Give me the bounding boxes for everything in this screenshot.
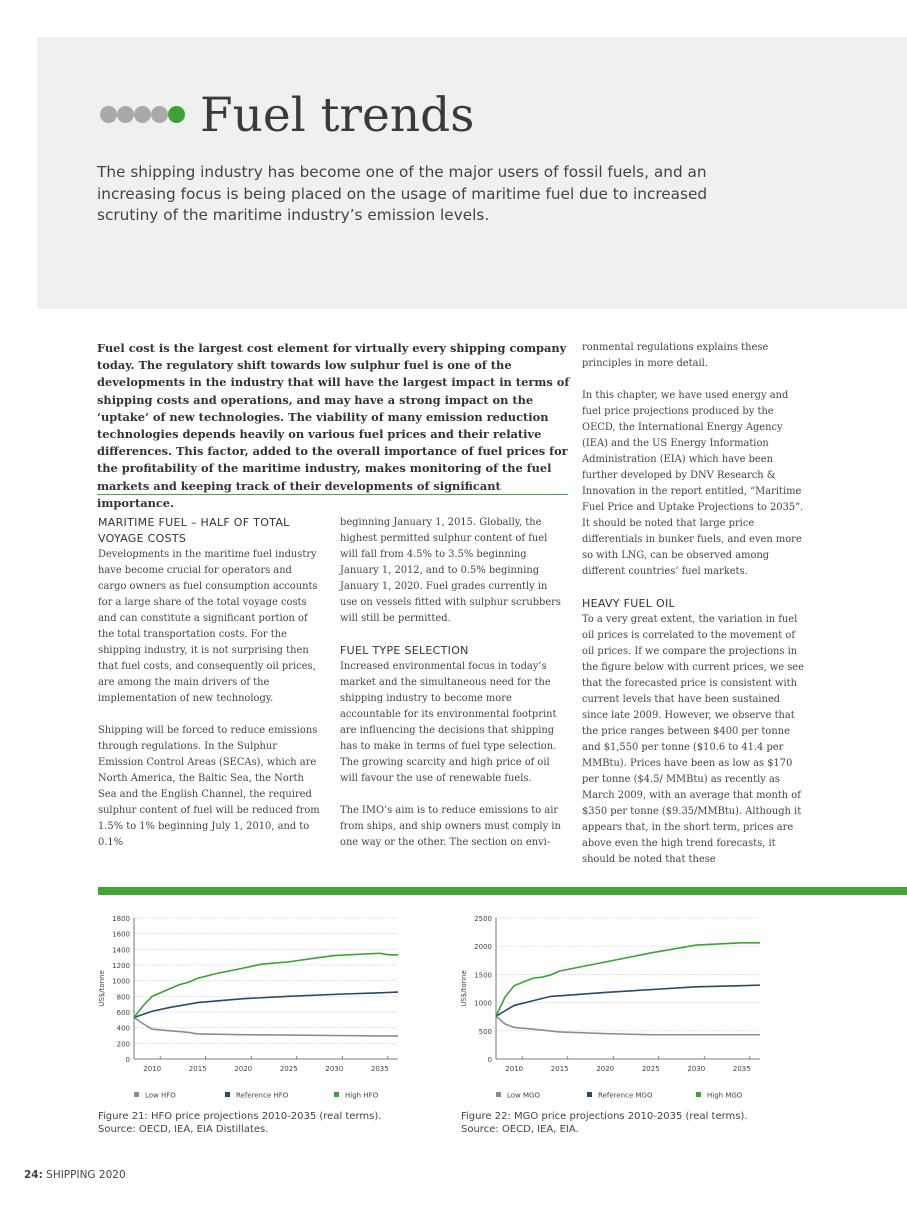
page-title: Fuel trends (200, 88, 475, 143)
legend-label: Low HFO (145, 1091, 176, 1100)
paragraph: To a very great extent, the variation in fuel oil prices is correlated to the movement of oil prices. If we compare the projections in the figure below with current prices, we see that the forecasted price is consistent with current levels that have been sustained since late 2009. However, we observe that the price ranges between $400 per tonne and $1,550 per tonne ($10.6 to 41.4 per MMBtu). Prices have been as low as $170 per tonne ($4.5/ MMBtu) as recently as March 2009, with an average that month of $350 per tonne ($9.35/MMBtu). Although it appears that, in the short term, prices are above even the high trend forecasts, it should be noted that these (582, 614, 804, 865)
y-tick-label: 1500 (474, 971, 492, 980)
x-tick-label: 2030 (325, 1065, 344, 1073)
section-heading: FUEL TYPE SELECTION (340, 644, 469, 657)
legend-label: Reference MGO (598, 1091, 653, 1100)
x-tick-label: 2010 (505, 1065, 524, 1073)
legend-swatch (334, 1092, 339, 1097)
legend-label: Low MGO (507, 1091, 540, 1100)
y-tick-label: 0 (487, 1056, 492, 1064)
section-bar (98, 887, 907, 895)
x-tick-label: 2015 (188, 1065, 207, 1073)
series-line-reference-mgo (496, 985, 760, 1016)
dot-icon (117, 106, 134, 123)
paragraph: ronmental regulations explains these principles in more detail. (582, 342, 769, 369)
y-tick-label: 2000 (474, 943, 492, 952)
figure-22-caption (461, 1110, 791, 1136)
paragraph: beginning January 1, 2015. Globally, the highest permitted sulphur content of fuel will fall from 4.5% to 3.5% beginning January 1, 2012, and to 0.5% beginning January 1, 2020. Fuel grades currently in use on vessels fitted with sulphur scrubbers will still be permitted. (340, 517, 561, 624)
y-tick-label: 400 (116, 1024, 130, 1033)
series-line-reference-hfo (134, 992, 398, 1017)
caption-line: Source: OECD, IEA, EIA Distillates. (98, 1124, 269, 1135)
y-axis-label: US$/tonne (98, 970, 106, 1007)
y-tick-label: 800 (116, 993, 130, 1002)
legend-label: High HFO (345, 1091, 379, 1100)
x-tick-label: 2030 (687, 1065, 706, 1073)
y-tick-label: 600 (116, 1009, 130, 1017)
y-tick-label: 200 (116, 1040, 130, 1049)
y-tick-label: 0 (125, 1056, 130, 1064)
paragraph: Shipping will be forced to reduce emissions through regulations. In the Sulphur Emission Control Areas (SECAs), which are North America, the Baltic Sea, the North Sea and the English Channel, the required sulphur content of fuel will be reduced from 1.5% to 1% beginning July 1, 2010, and to 0.1% (98, 725, 320, 848)
section-heading: HEAVY FUEL OIL (582, 597, 675, 610)
x-tick-label: 2035 (370, 1065, 389, 1073)
legend-label: Reference HFO (236, 1091, 289, 1100)
legend-swatch (134, 1092, 139, 1097)
dot-icon (100, 106, 117, 123)
caption-line: Figure 22: MGO price projections 2010-2035 (real terms). (461, 1111, 748, 1122)
legend-label: High MGO (707, 1091, 743, 1100)
series-line-low-mgo (496, 1016, 760, 1035)
legend-swatch (496, 1092, 501, 1097)
series-line-low-hfo (134, 1017, 398, 1035)
y-tick-label: 1000 (474, 999, 492, 1008)
x-tick-label: 2020 (596, 1065, 615, 1073)
y-tick-label: 1600 (112, 930, 130, 939)
legend-swatch (225, 1092, 230, 1097)
x-tick-label: 2035 (732, 1065, 751, 1073)
y-tick-label: 500 (478, 1027, 492, 1036)
figure-21-caption (98, 1110, 428, 1136)
intro-text: The shipping industry has become one of the major users of fossil fuels, and an increasing focus is being placed on the usage of maritime fuel due to increased scrutiny of the maritime industry’s emission levels. (97, 163, 708, 224)
x-tick-label: 2025 (641, 1065, 660, 1073)
page-footer (24, 1169, 126, 1181)
dot-icon (134, 106, 151, 123)
x-tick-label: 2015 (550, 1065, 569, 1073)
paragraph: In this chapter, we have used energy and fuel price projections produced by the OECD, the International Energy Agency (IEA) and the US Energy Information Administration (EIA) which have been further developed by DNV Research & Innovation in the report entitled, “Maritime Fuel Price and Uptake Projections to 2035”. It should be noted that large price differentials in bunker fuels, and even more so with LNG, can be observed among different countries’ fuel markets. (582, 390, 804, 577)
column-1 (98, 515, 320, 867)
footer-label: SHIPPING 2020 (42, 1169, 126, 1181)
y-tick-label: 1400 (112, 946, 130, 955)
column-2 (340, 515, 566, 867)
paragraph: The IMO’s aim is to reduce emissions to air from ships, and ship owners must comply in one way or the other. The section on envi- (340, 805, 561, 848)
y-axis-label: US$/tonne (460, 970, 468, 1007)
section-heading: MARITIME FUEL – HALF OF TOTAL VOYAGE COSTS (98, 516, 290, 545)
column-3 (582, 340, 804, 884)
y-tick-label: 2500 (474, 915, 492, 923)
series-line-high-hfo (134, 953, 398, 1017)
x-tick-label: 2010 (143, 1065, 162, 1073)
dot-icon (168, 106, 185, 123)
legend-swatch (696, 1092, 701, 1097)
paragraph: Increased environmental focus in today’s market and the simultaneous need for the shipping industry to become more accountable for its environmental footprint are influencing the decisions that shipping has to make in terms of fuel type selection. The growing scarcity and high price of oil will favour the use of renewable fuels. (340, 661, 557, 784)
page-number: 24: (24, 1169, 43, 1181)
lead-paragraph: Fuel cost is the largest cost element for virtually every shipping company today. The regulatory shift towards low sulphur fuel is one of the developments in the industry that will have the largest impact in terms of shipping costs and operations, and may have a strong impact on the ‘uptake’ of new technologies. The viability of many emission reduction technologies depends heavily on various fuel prices and their relative differences. This factor, added to the overall importance of fuel prices for the profitability of the maritime industry, makes monitoring of the fuel markets and keeping track of their developments of significant importance. (97, 341, 570, 510)
y-tick-label: 1800 (112, 915, 130, 923)
x-tick-label: 2020 (234, 1065, 253, 1073)
y-tick-label: 1200 (112, 962, 130, 970)
x-tick-label: 2025 (279, 1065, 298, 1073)
divider (97, 494, 568, 495)
series-line-high-mgo (496, 943, 760, 1016)
hfo-price-chart (96, 908, 416, 1108)
legend-swatch (587, 1092, 592, 1097)
y-tick-label: 1000 (112, 977, 130, 986)
dot-icon (151, 106, 168, 123)
caption-line: Source: OECD, IEA, EIA. (461, 1124, 579, 1135)
caption-line: Figure 21: HFO price projections 2010-2035 (real terms). (98, 1111, 382, 1122)
mgo-price-chart (458, 908, 778, 1108)
paragraph: Developments in the maritime fuel industry have become crucial for operators and cargo owners as fuel consumption accounts for a large share of the total voyage costs and can constitute a significant portion of the total transportation costs. For the shipping industry, it is not surprising then that fuel costs, and consequently oil prices, are among the main drivers of the implementation of new technology. (98, 549, 318, 704)
